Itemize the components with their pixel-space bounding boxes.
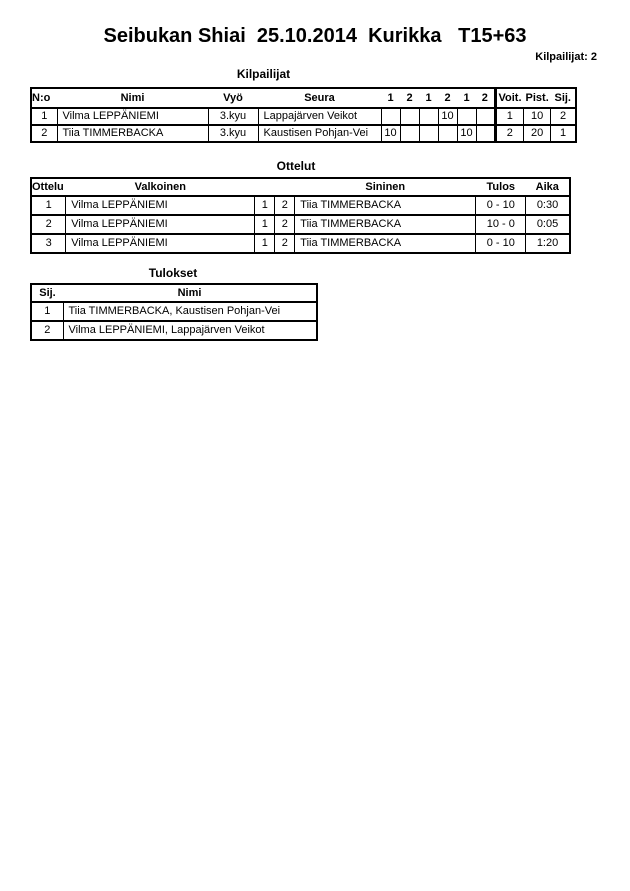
competitor-no: 2 [31, 125, 57, 142]
blue-player-no: 2 [275, 215, 295, 234]
competitor-name: Tiia TIMMERBACKA [57, 125, 208, 142]
results-header-row [31, 284, 317, 302]
col-header-score-1: 1 [381, 88, 400, 108]
blue-player: Tiia TIMMERBACKA [295, 196, 476, 215]
score-cell [476, 108, 495, 125]
table-row [31, 321, 317, 340]
col-header-score-5: 1 [457, 88, 476, 108]
matches-header-row [31, 178, 570, 196]
col-header-points: Pist. [524, 88, 551, 108]
blue-player: Tiia TIMMERBACKA [295, 234, 476, 253]
section-heading-matches: Ottelut [276, 159, 316, 173]
section-heading-results: Tulokset [148, 266, 198, 280]
col-header-white-no [255, 178, 275, 196]
col-header-time: Aika [526, 178, 570, 196]
score-cell: 10 [381, 125, 400, 142]
col-header-name: Nimi [57, 88, 208, 108]
white-player: Vilma LEPPÄNIEMI [66, 234, 255, 253]
document-title: Seibukan Shiai 25.10.2014 Kurikka T15+63 [103, 25, 527, 47]
col-header-rank: Sij. [31, 284, 63, 302]
match-time: 1:20 [526, 234, 570, 253]
competitors-count-label: Kilpailijat: 2 [535, 51, 597, 63]
results-table [30, 283, 318, 341]
table-row [31, 108, 576, 125]
blue-player-no: 2 [275, 196, 295, 215]
score-cell [438, 125, 457, 142]
result-rank: 1 [31, 302, 63, 321]
col-header-blue: Sininen [295, 178, 476, 196]
col-header-result: Tulos [476, 178, 526, 196]
competitor-no: 1 [31, 108, 57, 125]
col-header-wins: Voit. [495, 88, 524, 108]
white-player-no: 1 [255, 234, 275, 253]
col-header-score-6: 2 [476, 88, 495, 108]
blue-player-no: 2 [275, 234, 295, 253]
col-header-no: N:o [31, 88, 57, 108]
col-header-white: Valkoinen [66, 178, 255, 196]
result-name: Tiia TIMMERBACKA, Kaustisen Pohjan-Vei [63, 302, 317, 321]
table-row [31, 196, 570, 215]
score-cell [457, 108, 476, 125]
match-time: 0:05 [526, 215, 570, 234]
col-header-match: Ottelu [31, 178, 66, 196]
wins-cell: 1 [495, 108, 524, 125]
match-result: 0 - 10 [476, 196, 526, 215]
competitor-club: Kaustisen Pohjan-Vei [258, 125, 381, 142]
points-cell: 10 [524, 108, 551, 125]
score-cell [419, 108, 438, 125]
score-cell [400, 108, 419, 125]
col-header-rank: Sij. [551, 88, 576, 108]
competitor-club: Lappajärven Veikot [258, 108, 381, 125]
table-row [31, 234, 570, 253]
score-cell: 10 [438, 108, 457, 125]
score-cell: 10 [457, 125, 476, 142]
section-heading-competitors: Kilpailijat [236, 67, 291, 81]
result-name: Vilma LEPPÄNIEMI, Lappajärven Veikot [63, 321, 317, 340]
col-header-blue-no [275, 178, 295, 196]
score-cell [400, 125, 419, 142]
competitors-table [30, 87, 577, 143]
competitor-name: Vilma LEPPÄNIEMI [57, 108, 208, 125]
table-row [31, 302, 317, 321]
col-header-club: Seura [258, 88, 381, 108]
blue-player: Tiia TIMMERBACKA [295, 215, 476, 234]
match-no: 3 [31, 234, 66, 253]
score-cell [419, 125, 438, 142]
col-header-belt: Vyö [208, 88, 258, 108]
white-player: Vilma LEPPÄNIEMI [66, 215, 255, 234]
col-header-score-3: 1 [419, 88, 438, 108]
wins-cell: 2 [495, 125, 524, 142]
match-result: 0 - 10 [476, 234, 526, 253]
score-cell [476, 125, 495, 142]
matches-table [30, 177, 571, 254]
competitor-belt: 3.kyu [208, 125, 258, 142]
col-header-score-4: 2 [438, 88, 457, 108]
white-player-no: 1 [255, 215, 275, 234]
rank-cell: 1 [551, 125, 576, 142]
competitors-header-row [31, 88, 576, 108]
white-player-no: 1 [255, 196, 275, 215]
match-no: 1 [31, 196, 66, 215]
score-cell [381, 108, 400, 125]
match-no: 2 [31, 215, 66, 234]
col-header-name: Nimi [63, 284, 317, 302]
rank-cell: 2 [551, 108, 576, 125]
points-cell: 20 [524, 125, 551, 142]
match-time: 0:30 [526, 196, 570, 215]
white-player: Vilma LEPPÄNIEMI [66, 196, 255, 215]
match-result: 10 - 0 [476, 215, 526, 234]
table-row [31, 125, 576, 142]
result-rank: 2 [31, 321, 63, 340]
col-header-score-2: 2 [400, 88, 419, 108]
table-row [31, 215, 570, 234]
competitor-belt: 3.kyu [208, 108, 258, 125]
